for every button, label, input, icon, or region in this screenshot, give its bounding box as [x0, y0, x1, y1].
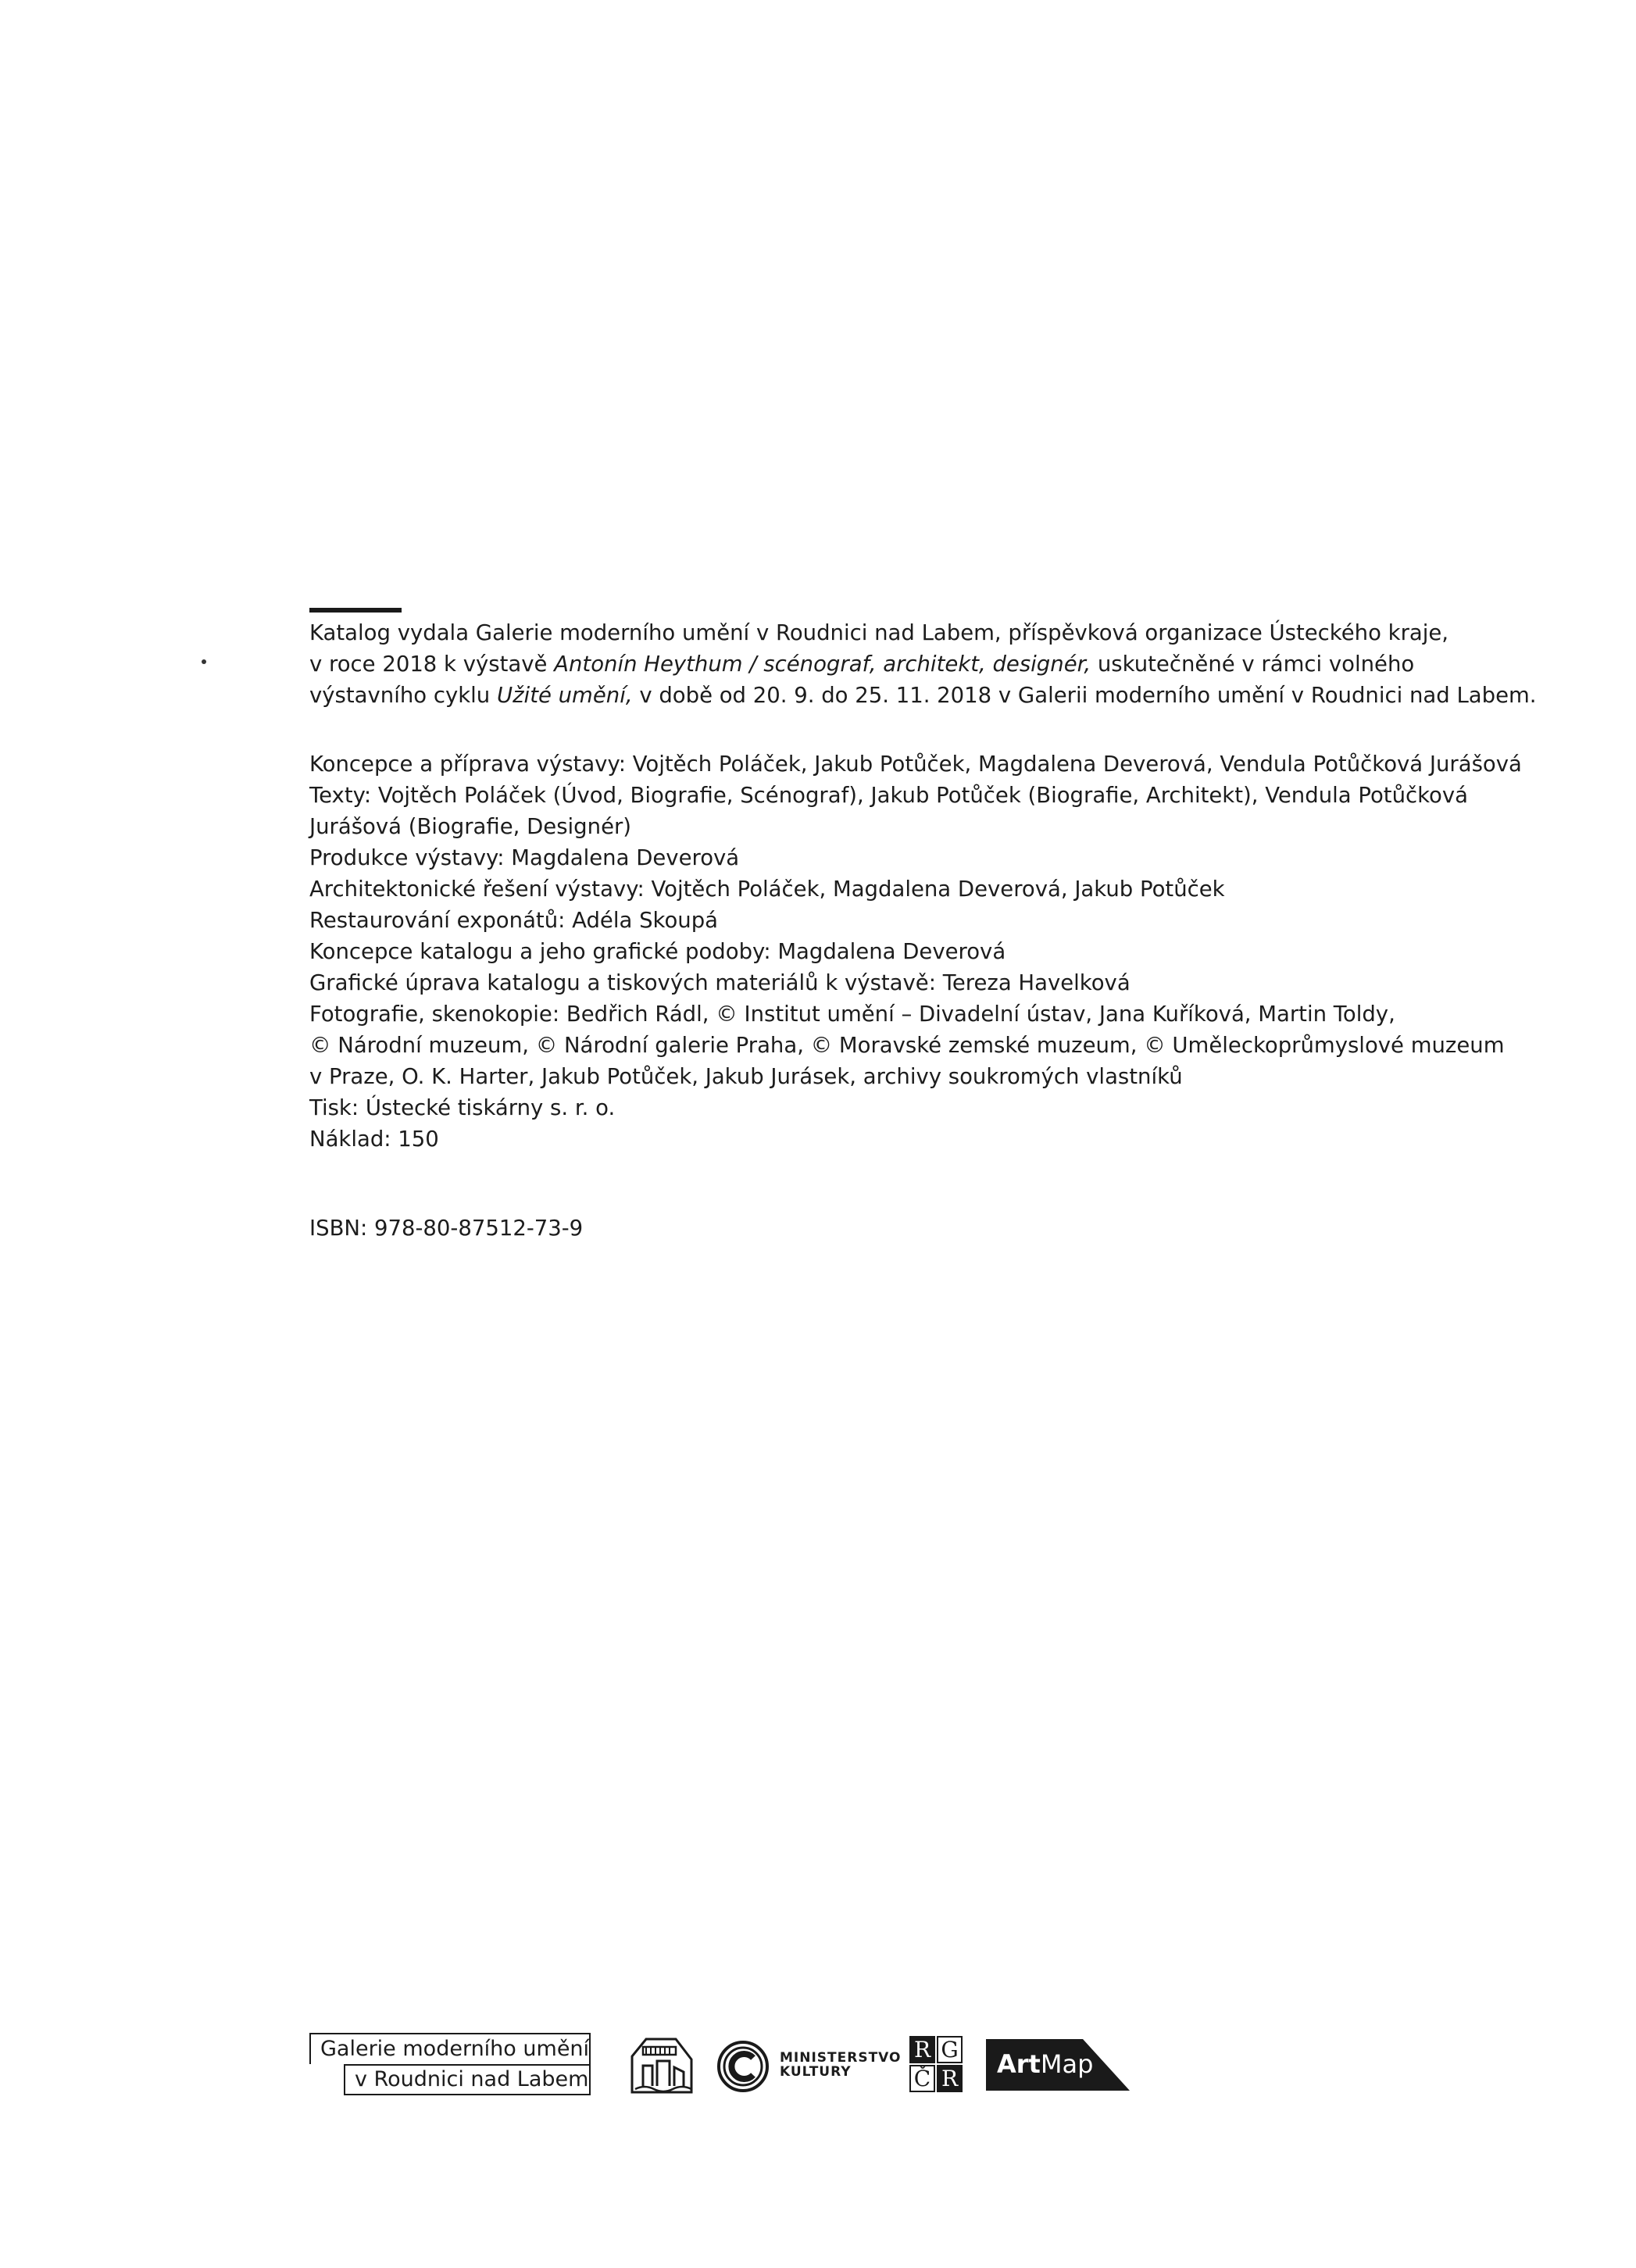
rgcr-letter: R: [937, 2065, 963, 2092]
credit-line: Produkce výstavy: Magdalena Deverová: [309, 845, 740, 870]
gallery-logo-line-2: v Roudnici nad Labem: [344, 2064, 591, 2095]
exhibition-title: Antonín Heythum / scénograf, architekt, designér,: [554, 652, 1091, 677]
artmap-wordmark: ArtMap: [997, 2049, 1094, 2079]
ministry-c-icon: [716, 2039, 770, 2094]
castle-logo-icon: [629, 2033, 695, 2095]
credit-line: © Národní muzeum, © Národní galerie Praha, © Moravské zemské muzeum, © Uměleckoprůmyslové muzeum: [309, 1033, 1505, 1058]
colophon-intro: [309, 617, 1537, 711]
rgcr-letter: R: [909, 2036, 935, 2063]
credit-line: Jurášová (Biografie, Designér): [309, 814, 632, 839]
credit-line: Architektonické řešení výstavy: Vojtěch Poláček, Magdalena Deverová, Jakub Potůček: [309, 877, 1225, 902]
rgcr-letter: G: [937, 2036, 963, 2063]
credit-line: Tisk: Ústecké tiskárny s. r. o.: [309, 1095, 616, 1120]
scan-speck: [202, 659, 206, 664]
credit-line: Náklad: 150: [309, 1127, 439, 1152]
credit-line: Koncepce a příprava výstavy: Vojtěch Poláček, Jakub Potůček, Magdalena Deverová, Vendula Potůčková Jurášová: [309, 752, 1522, 777]
partner-logos: [0, 2022, 1636, 2108]
intro-line-2: v roce 2018 k výstavě Antonín Heythum / scénograf, architekt, designér, uskutečněné v rámci volného: [309, 652, 1415, 677]
gallery-logo-line-1: Galerie moderního umění: [309, 2033, 591, 2064]
isbn: [309, 1213, 1528, 1244]
credit-line: Restaurování exponátů: Adéla Skoupá: [309, 908, 719, 933]
ministry-of-culture-logo: [716, 2039, 902, 2094]
ministry-line-1: MINISTERSTVO: [780, 2050, 902, 2066]
rgcr-logo: [909, 2036, 964, 2094]
credit-line: Fotografie, skenokopie: Bedřich Rádl, © Institut umění – Divadelní ústav, Jana Kuříková, Martin Toldy,: [309, 1002, 1395, 1027]
ministry-line-2: KULTURY: [780, 2064, 852, 2080]
credit-line: v Praze, O. K. Harter, Jakub Potůček, Jakub Jurásek, archivy soukromých vlastníků: [309, 1064, 1183, 1089]
artmap-logo: [986, 2039, 1130, 2091]
rgcr-letter: Č: [909, 2065, 935, 2092]
isbn-text: ISBN: 978-80-87512-73-9: [309, 1216, 584, 1241]
intro-line-3: výstavního cyklu Užité umění, v době od 20. 9. do 25. 11. 2018 v Galerii moderního umění v Roudnici nad Labem.: [309, 683, 1537, 708]
credit-line: Koncepce katalogu a jeho grafické podoby: Magdalena Deverová: [309, 939, 1006, 964]
section-rule: [309, 608, 402, 613]
gallery-logo: [309, 2033, 594, 2095]
credit-line: Texty: Vojtěch Poláček (Úvod, Biografie, Scénograf), Jakub Potůček (Biografie, Architekt), Vendula Potůčková: [309, 783, 1469, 808]
credit-line: Grafické úprava katalogu a tiskových materiálů k výstavě: Tereza Havelková: [309, 970, 1131, 995]
credits-list: [309, 748, 1528, 1155]
intro-line-1: Katalog vydala Galerie moderního umění v Roudnici nad Labem, příspěvková organizace Ústeckého kraje,: [309, 620, 1449, 645]
cycle-title: Užité umění,: [496, 683, 633, 708]
